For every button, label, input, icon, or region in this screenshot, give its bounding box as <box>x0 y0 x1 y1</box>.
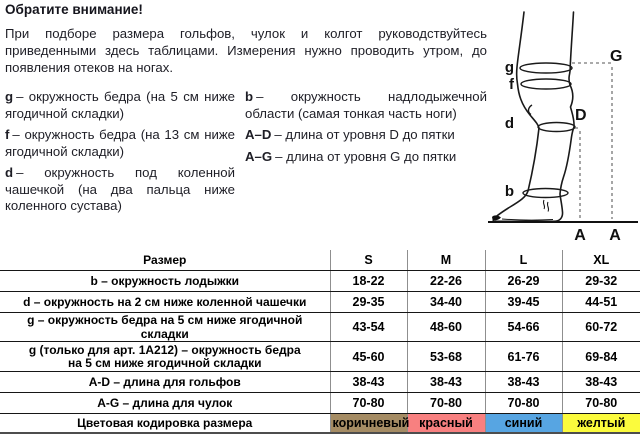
cell-value: 22-26 <box>407 271 485 292</box>
cell-value: 45-60 <box>330 342 407 372</box>
intro-paragraph: При подборе размера гольфов, чулок и колгот руководствуйтесь приведенными здесь таблицами. Измерения нужно проводить утром, до появления отеков на ногах. <box>5 26 487 75</box>
text-column <box>5 2 487 220</box>
definition-term: d <box>5 165 14 180</box>
table-header-size: Размер <box>0 250 330 271</box>
cell-value: 38-43 <box>562 372 640 393</box>
cell-value: 39-45 <box>485 292 562 313</box>
definition-term: b <box>245 89 254 104</box>
cell-value: 38-43 <box>485 372 562 393</box>
diagram-label-g: g <box>504 59 514 76</box>
definition-item-g <box>5 89 235 122</box>
cell-value: 70-80 <box>407 393 485 414</box>
definition-term: A–D <box>245 127 272 142</box>
measurement-ellipse-f <box>521 79 571 89</box>
cell-value: 29-32 <box>562 271 640 292</box>
cell-value: 18-22 <box>330 271 407 292</box>
definition-text: – окружность под коленной чашечкой (на два пальца ниже коленного сустава) <box>5 165 235 213</box>
definitions <box>5 89 487 220</box>
color-cell-red: красный <box>407 414 485 434</box>
cell-value: 61-76 <box>485 342 562 372</box>
row-label: A-G – длина для чулок <box>0 393 330 414</box>
definition-item-ag <box>245 149 487 166</box>
cell-value: 70-80 <box>562 393 640 414</box>
definitions-right-column <box>245 89 487 220</box>
cell-value: 69-84 <box>562 342 640 372</box>
cell-value: 38-43 <box>407 372 485 393</box>
cell-value: 38-43 <box>330 372 407 393</box>
definition-item-d <box>5 165 235 215</box>
diagram-label-G: G <box>610 48 623 65</box>
table-header-M: M <box>407 250 485 271</box>
dashed-line-d-to-D <box>575 128 580 219</box>
table-header-row <box>0 250 640 271</box>
cell-value: 70-80 <box>330 393 407 414</box>
definition-text: – окружность бедра (на 13 см ниже ягодичной складки) <box>5 127 235 159</box>
cell-value: 34-40 <box>407 292 485 313</box>
definition-term: A–G <box>245 148 273 164</box>
measurement-ellipse-d <box>538 123 575 132</box>
definition-text: – длина от уровня D до пятки <box>274 127 455 142</box>
color-cell-blue: синий <box>485 414 562 434</box>
color-coding-row <box>0 414 640 434</box>
diagram-label-A-left: A <box>574 227 586 244</box>
size-table <box>0 250 640 434</box>
sole-line <box>502 219 553 220</box>
leg-measurement-diagram <box>480 0 640 250</box>
definition-item-f <box>5 127 235 160</box>
definition-term: g <box>5 89 14 104</box>
cell-value: 43-54 <box>330 313 407 342</box>
diagram-label-b: b <box>504 183 514 200</box>
table-row <box>0 292 640 313</box>
table-header-L: L <box>485 250 562 271</box>
definitions-left-column <box>5 89 235 220</box>
color-coding-label: Цветовая кодировка размера <box>0 414 330 434</box>
color-cell-brown: коричневый <box>330 414 407 434</box>
table-row <box>0 271 640 292</box>
diagram-label-D: D <box>575 107 587 124</box>
diagram-label-f: f <box>509 76 514 93</box>
row-label <box>0 342 330 372</box>
row-label: A-D – длина для гольфов <box>0 372 330 393</box>
table-row <box>0 342 640 372</box>
cell-value: 26-29 <box>485 271 562 292</box>
row-label-line1: g (только для арт. 1A212) – окружность бедра <box>28 342 301 357</box>
cell-value: 70-80 <box>485 393 562 414</box>
ankle-detail-line <box>543 200 548 212</box>
row-label: b – окружность лодыжки <box>0 271 330 292</box>
row-label-line2: на 5 см ниже ягодичной складки <box>67 355 262 370</box>
definition-text: – длина от уровня G до пятки <box>275 148 457 164</box>
table-header-S: S <box>330 250 407 271</box>
measurement-ellipse-b <box>523 189 568 198</box>
dashed-line-g-to-G <box>572 63 612 219</box>
cell-value: 29-35 <box>330 292 407 313</box>
cell-value: 44-51 <box>562 292 640 313</box>
definition-text: – окружность надлодыжечной области (самая тонкая часть ноги) <box>245 89 487 121</box>
definition-item-b <box>245 89 487 122</box>
cell-value: 53-68 <box>407 342 485 372</box>
table-row <box>0 372 640 393</box>
table-row <box>0 313 640 342</box>
diagram-label-A-right: A <box>609 227 621 244</box>
measurement-ellipse-g <box>520 63 572 73</box>
row-label: d – окружность на 2 см ниже коленной чашечки <box>0 292 330 313</box>
cell-value: 48-60 <box>407 313 485 342</box>
cell-value: 54-66 <box>485 313 562 342</box>
kneecap-line <box>528 105 532 115</box>
definition-term: f <box>5 127 10 142</box>
row-label: g – окружность бедра на 5 см ниже ягодичной складки <box>0 313 330 342</box>
definition-text: – окружность бедра (на 5 см ниже ягодичной складки) <box>5 89 235 121</box>
color-cell-yellow: желтый <box>562 414 640 434</box>
cell-value: 60-72 <box>562 313 640 342</box>
definition-item-ad <box>245 127 487 144</box>
table-row <box>0 393 640 414</box>
toe-shading <box>492 215 501 220</box>
notice-title: Обратите внимание! <box>5 2 143 17</box>
table-header-XL: XL <box>562 250 640 271</box>
diagram-label-d: d <box>504 115 514 132</box>
